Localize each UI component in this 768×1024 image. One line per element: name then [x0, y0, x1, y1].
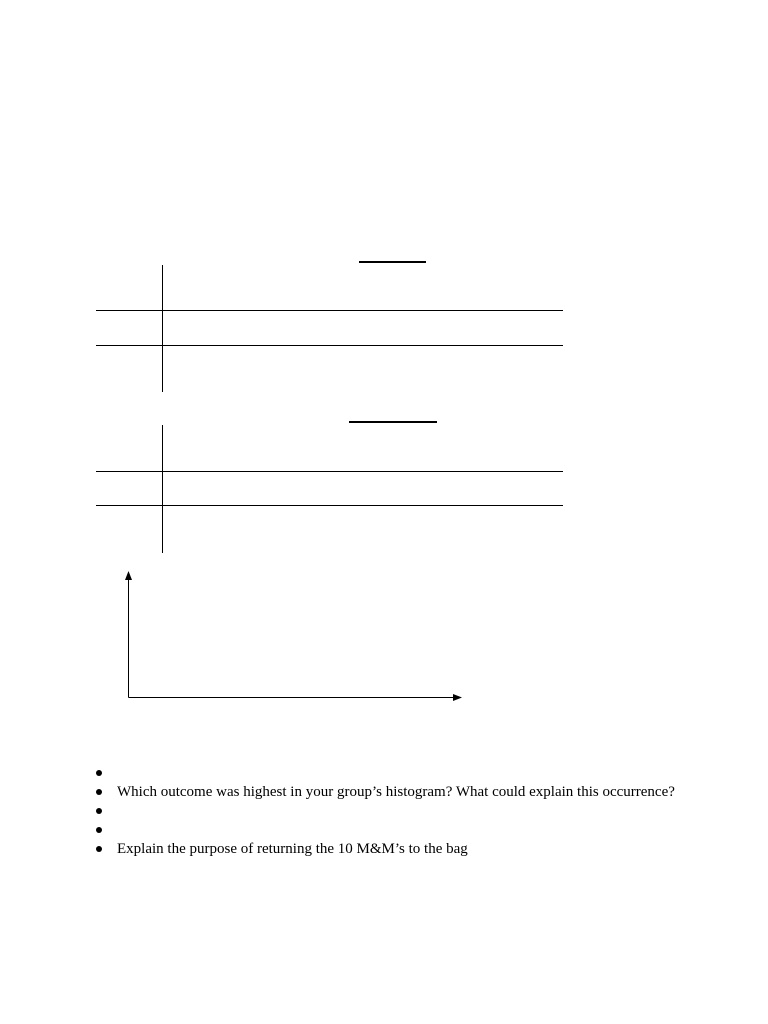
question-text: Which outcome was highest in your group’s histogram? What could explain this occurrence? [117, 784, 675, 800]
list-item [0, 820, 768, 840]
list-item [0, 782, 768, 802]
bullet-icon [96, 827, 102, 833]
list-item [0, 839, 768, 859]
bullet-icon [96, 846, 102, 852]
y-axis-arrow-icon [125, 571, 132, 580]
bullet-icon [96, 789, 102, 795]
list-item [0, 763, 768, 783]
bullet-icon [96, 770, 102, 776]
question-text: Explain the purpose of returning the 10 M&M’s to the bag [117, 841, 468, 857]
bullet-icon [96, 808, 102, 814]
list-item [0, 801, 768, 821]
x-axis-arrow-icon [453, 694, 462, 701]
